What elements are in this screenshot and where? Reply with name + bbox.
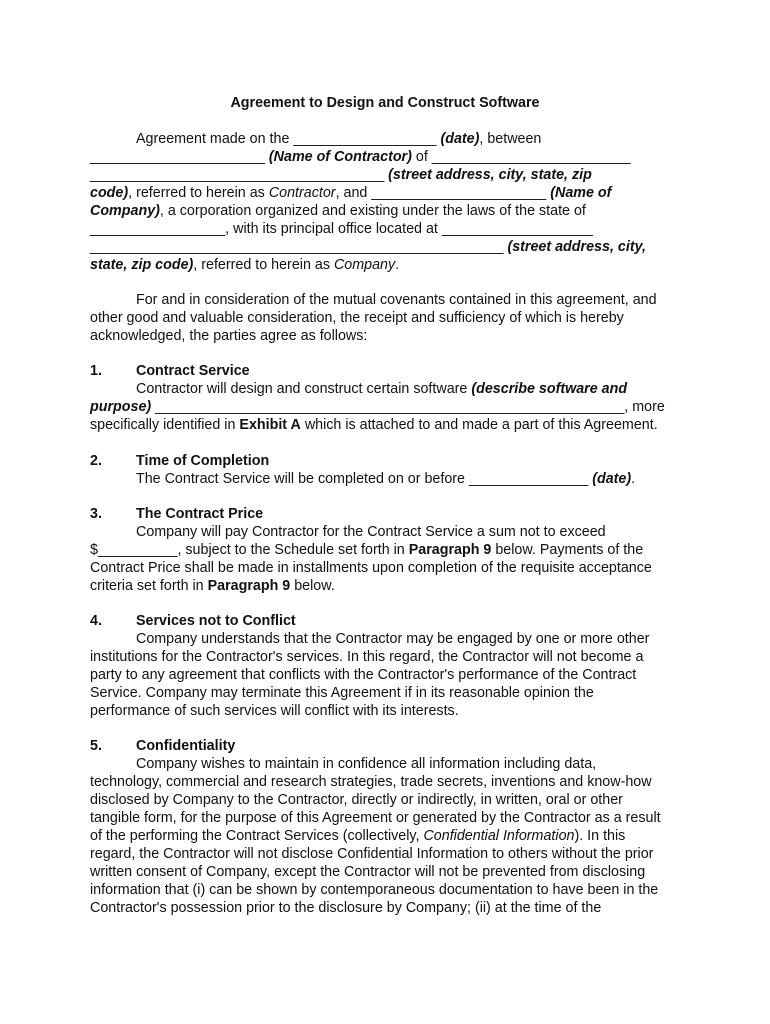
section-1-line-1: Contractor will design and construct certain software (describe software and <box>136 381 628 397</box>
section-1-heading: Contract Service <box>136 363 250 379</box>
section-5-number: 5. <box>90 738 102 754</box>
intro-line-6: _________________, with its principal office located at ___________________ <box>90 221 593 237</box>
section-1-number: 1. <box>90 363 102 379</box>
section-5-line-4: tangible form, for the purpose of this Agreement or generated by the Contractor as a result <box>90 810 661 826</box>
section-5-line-8: information that (i) can be shown by contemporaneous documentation to have been in the <box>90 882 659 898</box>
document-title: Agreement to Design and Construct Software <box>230 95 540 111</box>
section-4-line-4: Service. Company may terminate this Agreement if in its reasonable opinion the <box>90 685 594 701</box>
intro-line-7: ____________________________________________________ (street address, city, <box>90 239 646 255</box>
intro-line-3: _____________________________________ (street address, city, state, zip <box>90 167 592 183</box>
section-2-heading: Time of Completion <box>136 453 270 469</box>
section-3-heading: The Contract Price <box>136 506 264 522</box>
section-5-heading: Confidentiality <box>136 738 236 754</box>
section-3-number: 3. <box>90 506 102 522</box>
section-2-number: 2. <box>90 453 102 469</box>
section-4-line-1: Company understands that the Contractor may be engaged by one or more other <box>136 631 650 647</box>
intro-line-5: Company), a corporation organized and existing under the laws of the state of <box>90 203 586 219</box>
section-5-line-3: disclosed by Company to the Contractor, directly or indirectly, in written, oral or other <box>90 792 623 808</box>
section-4-number: 4. <box>90 613 102 629</box>
section-3-line-3: Contract Price shall be made in installments upon completion of the requisite acceptance <box>90 560 652 576</box>
section-4-line-2: institutions for the Contractor's services. In this regard, the Contractor will not become a <box>90 649 644 665</box>
consideration-line-1: For and in consideration of the mutual covenants contained in this agreement, and <box>136 292 657 308</box>
intro-line-2: ______________________ (Name of Contractor) of _________________________ <box>90 149 631 165</box>
section-1-line-2: purpose) ___________________________________________________________, more <box>90 399 665 415</box>
section-3-line-1: Company will pay Contractor for the Contract Service a sum not to exceed <box>136 524 606 540</box>
section-5-line-5: of the performing the Contract Services (collectively, Confidential Information). In this <box>90 828 626 844</box>
section-5-line-2: technology, commercial and research strategies, trade secrets, inventions and know-how <box>90 774 652 790</box>
section-4-line-5: performance of such services will conflict with its interests. <box>90 703 459 719</box>
section-3-line-4: criteria set forth in Paragraph 9 below. <box>90 578 335 594</box>
section-3-line-2: $__________, subject to the Schedule set forth in Paragraph 9 below. Payments of the <box>90 542 644 558</box>
section-5-line-1: Company wishes to maintain in confidence all information including data, <box>136 756 597 772</box>
section-5-line-7: written consent of Company, except the Contractor will not be prevented from disclosing <box>90 864 646 880</box>
intro-line-1: Agreement made on the __________________ (date), between <box>136 131 542 147</box>
section-5-line-9: Contractor's possession prior to the disclosure by Company; (ii) at the time of the <box>90 900 602 916</box>
intro-line-8: state, zip code), referred to herein as Company. <box>90 257 400 273</box>
section-4-line-3: party to any agreement that conflicts with the Contractor's performance of the Contract <box>90 667 637 683</box>
consideration-line-2: other good and valuable consideration, the receipt and sufficiency of which is hereby <box>90 310 624 326</box>
section-5-line-6: regard, the Contractor will not disclose Confidential Information to others without the prior <box>90 846 654 862</box>
intro-line-4: code), referred to herein as Contractor, and ______________________ (Name of <box>90 185 612 201</box>
consideration-line-3: acknowledged, the parties agree as follows: <box>90 328 368 344</box>
section-2-line-1: The Contract Service will be completed on or before _______________ (date). <box>136 471 636 487</box>
section-1-line-3: specifically identified in Exhibit A which is attached to and made a part of this Agreement. <box>90 417 658 433</box>
section-4-heading: Services not to Conflict <box>136 613 296 629</box>
